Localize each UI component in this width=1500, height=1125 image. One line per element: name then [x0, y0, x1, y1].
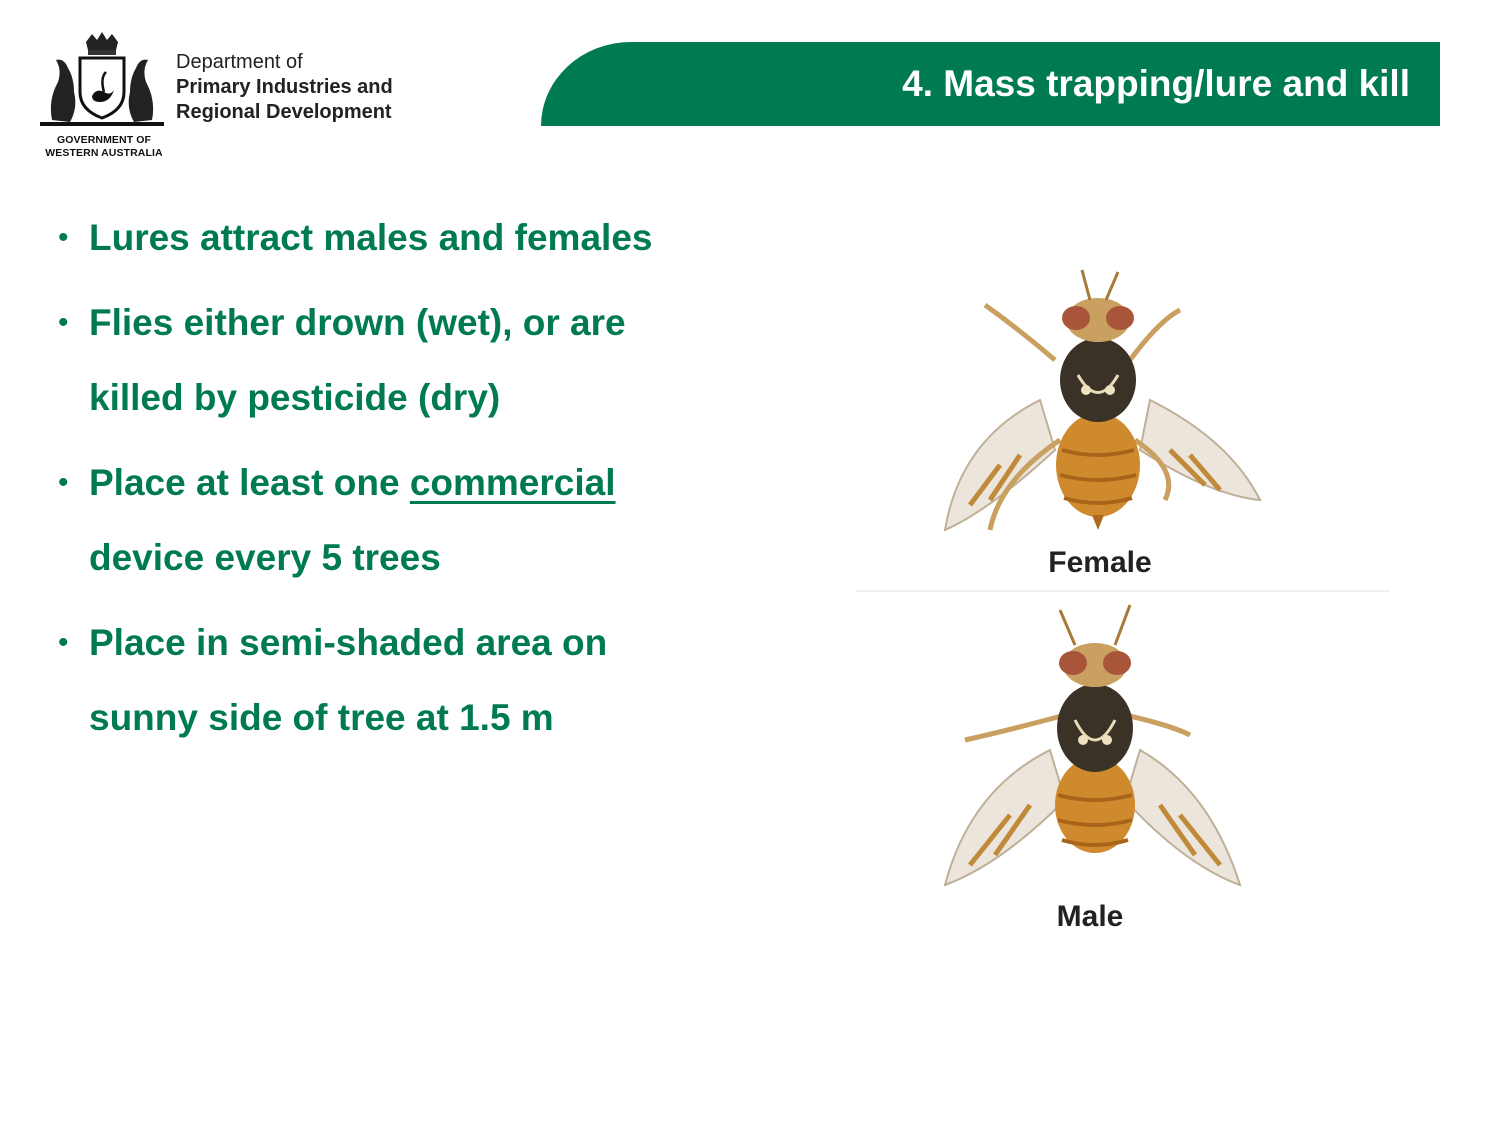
bullet-text-pre: Place at least one: [89, 462, 410, 503]
department-line-3: Regional Development: [176, 101, 392, 123]
male-fly-image: [850, 600, 1390, 945]
bullet-text: Lures attract males and females: [89, 217, 653, 258]
female-label: Female: [1048, 546, 1152, 579]
government-line-2: WESTERN AUSTRALIA: [45, 147, 163, 159]
image-divider: [855, 590, 1390, 592]
bullet-text-line-2: device every 5 trees: [89, 537, 441, 578]
title-banner: [541, 42, 1440, 126]
dpird-logo: [34, 30, 454, 165]
male-fly-icon: [850, 600, 1390, 900]
bullet-glyph: •: [58, 221, 69, 254]
coat-of-arms-icon: [34, 30, 170, 130]
slide-title: 4. Mass trapping/lure and kill: [902, 63, 1410, 104]
bullet-glyph: •: [58, 466, 69, 499]
bullet-item: [58, 605, 778, 755]
commercial-link[interactable]: commercial: [409, 462, 616, 503]
bullet-text-line-2: killed by pesticide (dry): [89, 377, 501, 418]
male-label: Male: [1056, 900, 1124, 933]
bullet-item: [58, 445, 778, 595]
bullet-text-line-2: sunny side of tree at 1.5 m: [89, 697, 554, 738]
female-fly-icon: [850, 250, 1390, 550]
bullet-item: [58, 285, 778, 435]
government-line-1: GOVERNMENT OF: [56, 134, 152, 146]
bullet-list: [58, 200, 778, 765]
female-fly-image: [850, 250, 1390, 590]
department-line-1: Department of: [176, 51, 303, 73]
department-name: [176, 50, 393, 125]
bullet-glyph: •: [58, 626, 69, 659]
bullet-item: [58, 200, 778, 275]
bullet-text-line-1: Place in semi-shaded area on: [89, 622, 608, 663]
department-line-2: Primary Industries and: [176, 76, 393, 98]
bullet-text-line-1: Flies either drown (wet), or are: [89, 302, 626, 343]
government-label: [34, 134, 174, 160]
bullet-glyph: •: [58, 306, 69, 339]
